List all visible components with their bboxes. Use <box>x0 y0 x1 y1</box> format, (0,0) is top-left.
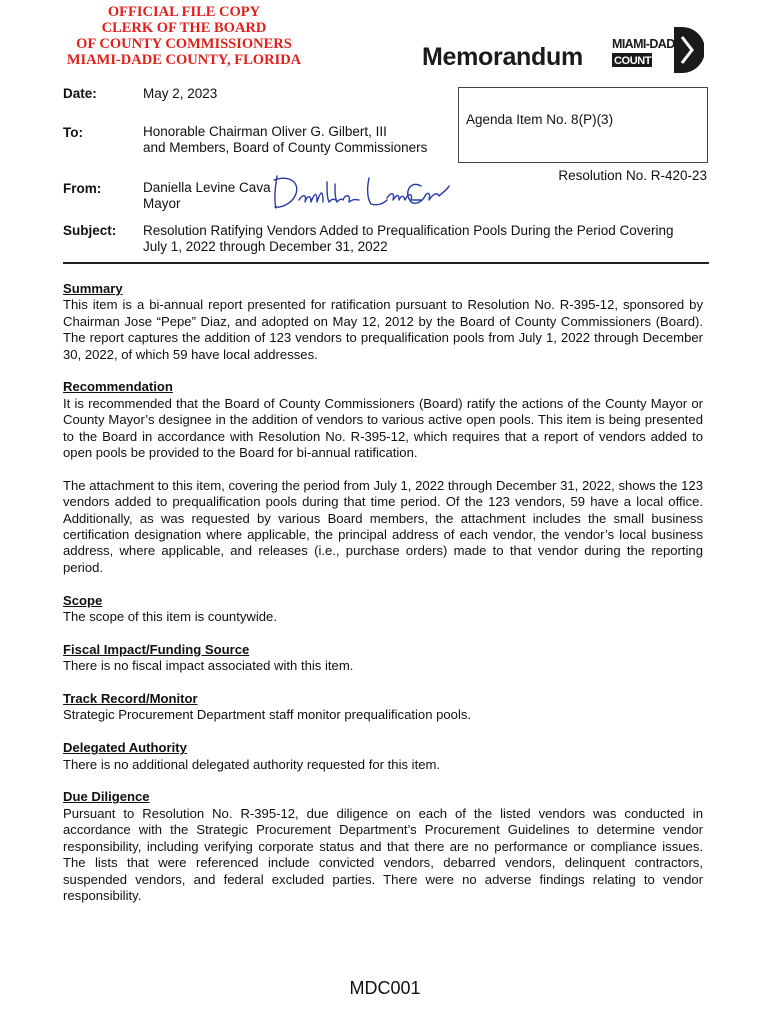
logo-line1: MIAMI-DADE <box>612 37 683 51</box>
subject-line1: Resolution Ratifying Vendors Added to Prequalification Pools During the Period Covering <box>143 223 674 238</box>
scope-heading: Scope <box>63 592 103 608</box>
delegated-heading: Delegated Authority <box>63 740 187 756</box>
resolution-number: Resolution No. R-420-23 <box>558 168 707 183</box>
subject-value <box>143 223 674 255</box>
stamp-line: OFFICIAL FILE COPY <box>107 4 261 20</box>
delegated-text: There is no additional delegated authority requested for this item. <box>63 756 441 772</box>
header-divider <box>63 262 709 264</box>
track-text: Strategic Procurement Department staff monitor prequalification pools. <box>63 707 472 723</box>
recommendation-heading: Recommendation <box>63 379 173 395</box>
diligence-section <box>63 789 703 904</box>
stamp-line: MIAMI-DADE COUNTY, FLORIDA <box>66 52 302 68</box>
clerk-stamp <box>56 4 312 68</box>
recommendation-text: It is recommended that the Board of County Commissioners (Board) ratify the actions of the County Mayor or County Mayor’s designee in the addition of vendors to various active open pools. This item is being presented to the Board in accordance with Resolution No. R-395-12, which requires that a report of vendors added to open pools be provided to the Board for bi-annual ratification. <box>63 395 703 461</box>
subject-label: Subject: <box>63 223 117 238</box>
page-code: MDC001 <box>349 978 421 998</box>
summary-text: This item is a bi-annual report presented for ratification pursuant to Resolution No. R-395-12, sponsored by Chairman Jose “Pepe” Diaz, and adopted on May 12, 2012 by the Board of County Commissioners (Board). The report captures the addition of 123 vendors to prequalification pools from July 1, 2022 through December 30, 2022, of which 59 have local addresses. <box>63 297 703 362</box>
fiscal-heading: Fiscal Impact/Funding Source <box>63 641 250 657</box>
logo-line2: COUNTY <box>614 55 659 67</box>
date-label: Date: <box>63 86 97 101</box>
to-line2: and Members, Board of County Commissioners <box>143 140 428 155</box>
date-value: May 2, 2023 <box>143 86 218 101</box>
stamp-line: CLERK OF THE BOARD <box>101 20 267 36</box>
track-heading: Track Record/Monitor <box>63 691 198 707</box>
fiscal-text: There is no fiscal impact associated with this item. <box>63 658 354 674</box>
from-label: From: <box>63 181 102 196</box>
track-section <box>63 691 703 724</box>
from-line2: Mayor <box>143 196 181 211</box>
subject-line2: July 1, 2022 through December 31, 2022 <box>143 239 388 254</box>
miami-dade-county-logo <box>612 27 704 73</box>
signature <box>271 170 451 214</box>
summary-section <box>63 281 703 363</box>
memo-title: Memorandum <box>422 43 583 71</box>
summary-heading: Summary <box>63 281 123 296</box>
recommendation-section <box>63 379 703 576</box>
diligence-text: Pursuant to Resolution No. R-395-12, due diligence on each of the listed vendors was conducted in accordance with the Strategic Procurement Department’s Procurement Guidelines to determine vendor responsibility, including verifying corporate status and that there are no performance or compliance issues. The lists that were referenced include convicted vendors, debarred vendors, delinquent contractors, suspended vendors, and federal excluded parties. There were no adverse findings relating to vendor responsibility. <box>63 805 703 903</box>
agenda-item: Agenda Item No. 8(P)(3) <box>466 112 614 127</box>
to-value <box>143 124 427 156</box>
attachment-text: The attachment to this item, covering the period from July 1, 2022 through December 31, 2022, shows the 123 vendors added to prequalification pools during that time period. Of the 123 vendors, 59 have a local office. Additionally, as was requested by various Board members, the attachment includes the small business certification designation where applicable, the principal address of each vendor, the vendor’s local business address, where applicable, and releases (i.e., purchase orders) made to that vendor during the reporting period. <box>63 477 703 575</box>
memo-body <box>63 281 703 921</box>
to-line1: Honorable Chairman Oliver G. Gilbert, III <box>143 124 387 139</box>
fiscal-section <box>63 642 703 675</box>
scope-section <box>63 593 703 626</box>
scope-text: The scope of this item is countywide. <box>63 609 277 625</box>
delegated-section <box>63 740 703 773</box>
to-label: To: <box>63 125 83 140</box>
stamp-line: OF COUNTY COMMISSIONERS <box>76 36 292 52</box>
from-value <box>143 180 271 212</box>
diligence-heading: Due Diligence <box>63 789 150 805</box>
from-line1: Daniella Levine Cava <box>143 180 271 195</box>
